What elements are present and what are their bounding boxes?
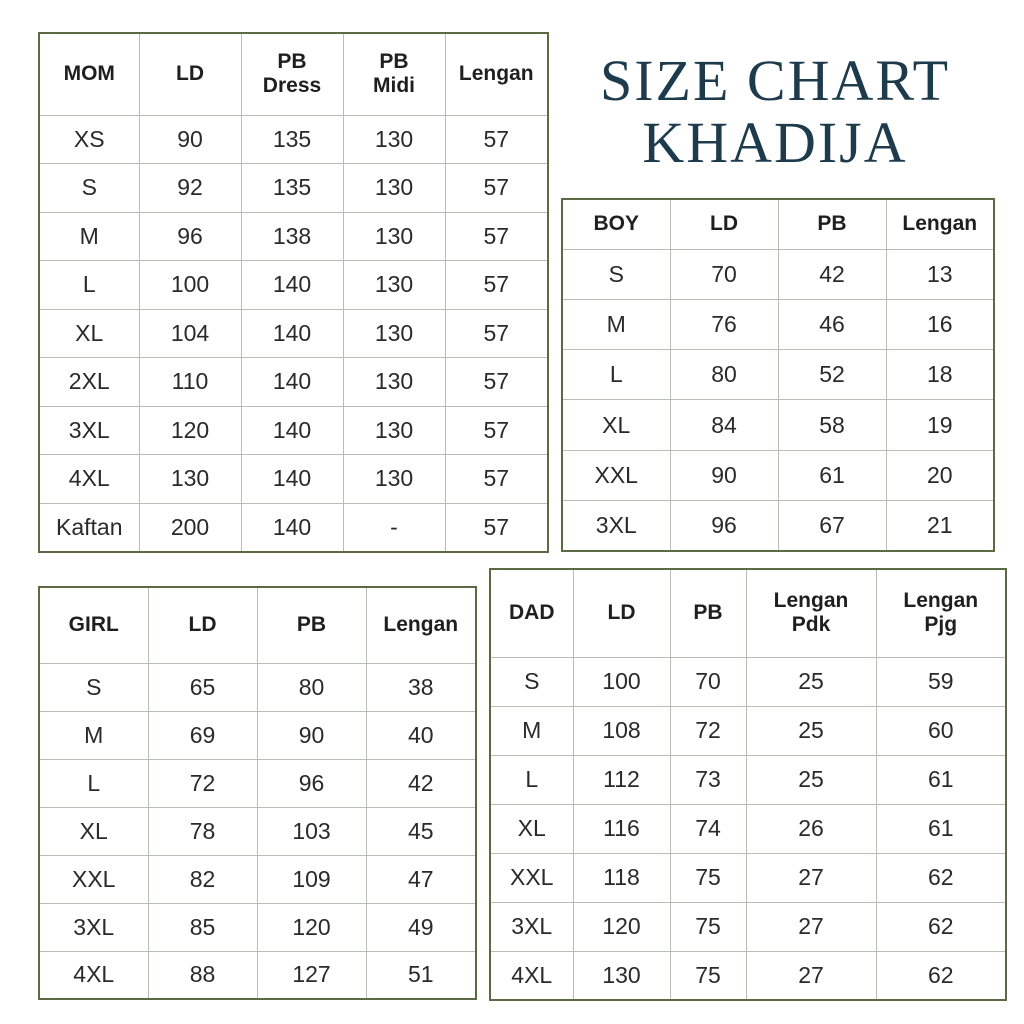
girl-table-row xyxy=(39,855,476,903)
boy-measure-cell: 52 xyxy=(778,350,886,400)
dad-size-label: M xyxy=(490,706,573,755)
dad-header-label: Pjg xyxy=(924,613,958,637)
dad-header-label: PB xyxy=(693,601,723,625)
mom-header-row xyxy=(39,33,548,115)
dad-header-label: Lengan xyxy=(773,589,849,613)
mom-size-label: 3XL xyxy=(39,406,139,455)
dad-header-cell xyxy=(490,569,573,657)
mom-header-label: Dress xyxy=(262,74,322,98)
dad-measure-cell: 25 xyxy=(746,657,876,706)
dad-header-label: Pdk xyxy=(791,613,831,637)
boy-header-label: LD xyxy=(710,212,738,236)
girl-measure-cell: 42 xyxy=(366,759,476,807)
girl-header-cell xyxy=(148,587,257,663)
mom-header-cell xyxy=(445,33,548,115)
dad-header-label: Lengan xyxy=(903,589,979,613)
boy-size-label: XL xyxy=(562,400,670,450)
girl-measure-cell: 72 xyxy=(148,759,257,807)
mom-header-label: LD xyxy=(176,62,204,86)
girl-size-label: 3XL xyxy=(39,903,148,951)
girl-table-row xyxy=(39,951,476,999)
girl-size-label: S xyxy=(39,663,148,711)
girl-table-row xyxy=(39,903,476,951)
mom-measure-cell: 96 xyxy=(139,212,241,261)
mom-measure-cell: 140 xyxy=(241,358,343,407)
mom-measure-cell: 130 xyxy=(343,406,445,455)
boy-header-cell xyxy=(886,199,994,249)
mom-table-row xyxy=(39,358,548,407)
girl-measure-cell: 78 xyxy=(148,807,257,855)
dad-size-label: L xyxy=(490,755,573,804)
dad-header-cell xyxy=(670,569,746,657)
dad-measure-cell: 112 xyxy=(573,755,670,804)
boy-measure-cell: 70 xyxy=(670,249,778,299)
mom-size-label: 2XL xyxy=(39,358,139,407)
dad-header-row xyxy=(490,569,1006,657)
boy-measure-cell: 58 xyxy=(778,400,886,450)
girl-size-label: XXL xyxy=(39,855,148,903)
boy-measure-cell: 21 xyxy=(886,500,994,550)
girl-header-label: Lengan xyxy=(383,613,459,637)
mom-header-label: Lengan xyxy=(458,62,534,86)
boy-size-label: S xyxy=(562,249,670,299)
mom-header-cell xyxy=(343,33,445,115)
dad-measure-cell: 62 xyxy=(876,951,1006,1000)
dad-size-label: S xyxy=(490,657,573,706)
dad-measure-cell: 130 xyxy=(573,951,670,1000)
mom-measure-cell: 57 xyxy=(445,455,548,504)
girl-header-label: GIRL xyxy=(68,613,119,637)
mom-table-row xyxy=(39,115,548,164)
dad-measure-cell: 26 xyxy=(746,804,876,853)
mom-header-cell xyxy=(139,33,241,115)
dad-table-row xyxy=(490,755,1006,804)
mom-measure-cell: 135 xyxy=(241,115,343,164)
boy-measure-cell: 42 xyxy=(778,249,886,299)
mom-measure-cell: 130 xyxy=(343,164,445,213)
mom-table-row xyxy=(39,164,548,213)
girl-measure-cell: 90 xyxy=(257,711,366,759)
dad-measure-cell: 72 xyxy=(670,706,746,755)
boy-measure-cell: 13 xyxy=(886,249,994,299)
mom-header-cell xyxy=(241,33,343,115)
girl-header-row xyxy=(39,587,476,663)
dad-header-cell xyxy=(746,569,876,657)
boy-measure-cell: 61 xyxy=(778,450,886,500)
boy-size-label: M xyxy=(562,299,670,349)
mom-measure-cell: 57 xyxy=(445,261,548,310)
dad-table-row xyxy=(490,951,1006,1000)
dad-header-label: LD xyxy=(607,601,636,625)
girl-measure-cell: 51 xyxy=(366,951,476,999)
girl-measure-cell: 103 xyxy=(257,807,366,855)
mom-measure-cell: 57 xyxy=(445,115,548,164)
mom-measure-cell: 120 xyxy=(139,406,241,455)
mom-measure-cell: 130 xyxy=(343,309,445,358)
mom-size-table xyxy=(38,32,549,553)
boy-table-row xyxy=(562,400,994,450)
title-line-1: SIZE CHART xyxy=(599,48,951,113)
dad-size-label: XXL xyxy=(490,853,573,902)
mom-measure-cell: 104 xyxy=(139,309,241,358)
mom-measure-cell: 110 xyxy=(139,358,241,407)
girl-size-label: 4XL xyxy=(39,951,148,999)
mom-table-row xyxy=(39,406,548,455)
boy-measure-cell: 84 xyxy=(670,400,778,450)
dad-measure-cell: 73 xyxy=(670,755,746,804)
girl-measure-cell: 109 xyxy=(257,855,366,903)
mom-measure-cell: 57 xyxy=(445,309,548,358)
dad-measure-cell: 70 xyxy=(670,657,746,706)
girl-size-table xyxy=(38,586,477,1000)
boy-header-row xyxy=(562,199,994,249)
mom-measure-cell: 140 xyxy=(241,309,343,358)
dad-measure-cell: 25 xyxy=(746,755,876,804)
dad-size-label: 3XL xyxy=(490,902,573,951)
mom-table-row xyxy=(39,309,548,358)
girl-size-label: M xyxy=(39,711,148,759)
mom-measure-cell: 140 xyxy=(241,503,343,552)
girl-measure-cell: 49 xyxy=(366,903,476,951)
dad-measure-cell: 62 xyxy=(876,853,1006,902)
boy-table-row xyxy=(562,299,994,349)
dad-size-label: 4XL xyxy=(490,951,573,1000)
boy-table-row xyxy=(562,450,994,500)
boy-measure-cell: 76 xyxy=(670,299,778,349)
girl-measure-cell: 65 xyxy=(148,663,257,711)
dad-measure-cell: 62 xyxy=(876,902,1006,951)
mom-measure-cell: 130 xyxy=(343,455,445,504)
mom-measure-cell: 130 xyxy=(343,212,445,261)
girl-measure-cell: 127 xyxy=(257,951,366,999)
girl-measure-cell: 47 xyxy=(366,855,476,903)
girl-header-label: PB xyxy=(296,613,327,637)
boy-size-table xyxy=(561,198,995,552)
mom-size-label: M xyxy=(39,212,139,261)
boy-header-cell xyxy=(562,199,670,249)
boy-measure-cell: 46 xyxy=(778,299,886,349)
dad-header-label: DAD xyxy=(509,601,555,625)
boy-measure-cell: 90 xyxy=(670,450,778,500)
mom-header-cell xyxy=(39,33,139,115)
boy-header-cell xyxy=(778,199,886,249)
boy-header-label: PB xyxy=(817,212,847,236)
dad-measure-cell: 120 xyxy=(573,902,670,951)
girl-measure-cell: 40 xyxy=(366,711,476,759)
girl-measure-cell: 88 xyxy=(148,951,257,999)
mom-header-label: PB xyxy=(277,50,307,74)
dad-measure-cell: 27 xyxy=(746,951,876,1000)
mom-measure-cell: 92 xyxy=(139,164,241,213)
dad-measure-cell: 116 xyxy=(573,804,670,853)
girl-size-label: XL xyxy=(39,807,148,855)
mom-measure-cell: 138 xyxy=(241,212,343,261)
mom-table-row xyxy=(39,212,548,261)
boy-measure-cell: 19 xyxy=(886,400,994,450)
boy-table-row xyxy=(562,249,994,299)
mom-measure-cell: 90 xyxy=(139,115,241,164)
boy-size-label: L xyxy=(562,350,670,400)
girl-measure-cell: 96 xyxy=(257,759,366,807)
dad-measure-cell: 61 xyxy=(876,755,1006,804)
boy-measure-cell: 16 xyxy=(886,299,994,349)
dad-measure-cell: 75 xyxy=(670,951,746,1000)
girl-header-label: LD xyxy=(188,613,217,637)
boy-header-label: Lengan xyxy=(902,212,978,236)
girl-measure-cell: 82 xyxy=(148,855,257,903)
girl-measure-cell: 69 xyxy=(148,711,257,759)
dad-measure-cell: 108 xyxy=(573,706,670,755)
girl-measure-cell: 80 xyxy=(257,663,366,711)
mom-table-row xyxy=(39,455,548,504)
girl-table-row xyxy=(39,759,476,807)
mom-measure-cell: 57 xyxy=(445,358,548,407)
dad-measure-cell: 75 xyxy=(670,853,746,902)
dad-header-cell xyxy=(573,569,670,657)
mom-measure-cell: 200 xyxy=(139,503,241,552)
dad-measure-cell: 61 xyxy=(876,804,1006,853)
boy-measure-cell: 18 xyxy=(886,350,994,400)
page-title xyxy=(585,50,965,174)
girl-table-row xyxy=(39,663,476,711)
boy-measure-cell: 96 xyxy=(670,500,778,550)
girl-header-cell xyxy=(39,587,148,663)
mom-measure-cell: 135 xyxy=(241,164,343,213)
dad-size-label: XL xyxy=(490,804,573,853)
boy-measure-cell: 67 xyxy=(778,500,886,550)
dad-table-row xyxy=(490,657,1006,706)
dad-measure-cell: 75 xyxy=(670,902,746,951)
mom-table-row xyxy=(39,261,548,310)
boy-header-cell xyxy=(670,199,778,249)
mom-size-label: XL xyxy=(39,309,139,358)
mom-measure-cell: 130 xyxy=(343,115,445,164)
mom-size-label: L xyxy=(39,261,139,310)
mom-measure-cell: 57 xyxy=(445,503,548,552)
title-line-2: KHADIJA xyxy=(642,110,908,175)
dad-measure-cell: 27 xyxy=(746,853,876,902)
mom-measure-cell: 130 xyxy=(343,358,445,407)
dad-header-cell xyxy=(876,569,1006,657)
girl-size-label: L xyxy=(39,759,148,807)
mom-measure-cell: 57 xyxy=(445,406,548,455)
mom-measure-cell: 100 xyxy=(139,261,241,310)
boy-header-label: BOY xyxy=(593,212,639,236)
boy-measure-cell: 20 xyxy=(886,450,994,500)
dad-table-row xyxy=(490,853,1006,902)
mom-measure-cell: 140 xyxy=(241,455,343,504)
dad-measure-cell: 118 xyxy=(573,853,670,902)
mom-size-label: Kaftan xyxy=(39,503,139,552)
dad-measure-cell: 25 xyxy=(746,706,876,755)
mom-measure-cell: - xyxy=(343,503,445,552)
boy-table-row xyxy=(562,350,994,400)
mom-measure-cell: 57 xyxy=(445,212,548,261)
mom-measure-cell: 57 xyxy=(445,164,548,213)
mom-measure-cell: 140 xyxy=(241,406,343,455)
boy-table-row xyxy=(562,500,994,550)
boy-size-label: 3XL xyxy=(562,500,670,550)
girl-header-cell xyxy=(257,587,366,663)
mom-size-label: 4XL xyxy=(39,455,139,504)
girl-measure-cell: 45 xyxy=(366,807,476,855)
girl-table-row xyxy=(39,807,476,855)
mom-header-label: PB xyxy=(379,50,409,74)
mom-header-label: MOM xyxy=(63,62,115,86)
mom-size-label: XS xyxy=(39,115,139,164)
boy-size-label: XXL xyxy=(562,450,670,500)
dad-size-table xyxy=(489,568,1007,1001)
mom-measure-cell: 130 xyxy=(343,261,445,310)
girl-measure-cell: 38 xyxy=(366,663,476,711)
dad-measure-cell: 100 xyxy=(573,657,670,706)
mom-table-row xyxy=(39,503,548,552)
girl-measure-cell: 120 xyxy=(257,903,366,951)
dad-measure-cell: 27 xyxy=(746,902,876,951)
mom-size-label: S xyxy=(39,164,139,213)
girl-measure-cell: 85 xyxy=(148,903,257,951)
dad-measure-cell: 59 xyxy=(876,657,1006,706)
mom-measure-cell: 130 xyxy=(139,455,241,504)
dad-measure-cell: 60 xyxy=(876,706,1006,755)
girl-header-cell xyxy=(366,587,476,663)
mom-measure-cell: 140 xyxy=(241,261,343,310)
boy-measure-cell: 80 xyxy=(670,350,778,400)
dad-table-row xyxy=(490,804,1006,853)
dad-table-row xyxy=(490,902,1006,951)
dad-measure-cell: 74 xyxy=(670,804,746,853)
dad-table-row xyxy=(490,706,1006,755)
girl-table-row xyxy=(39,711,476,759)
mom-header-label: Midi xyxy=(373,74,415,98)
